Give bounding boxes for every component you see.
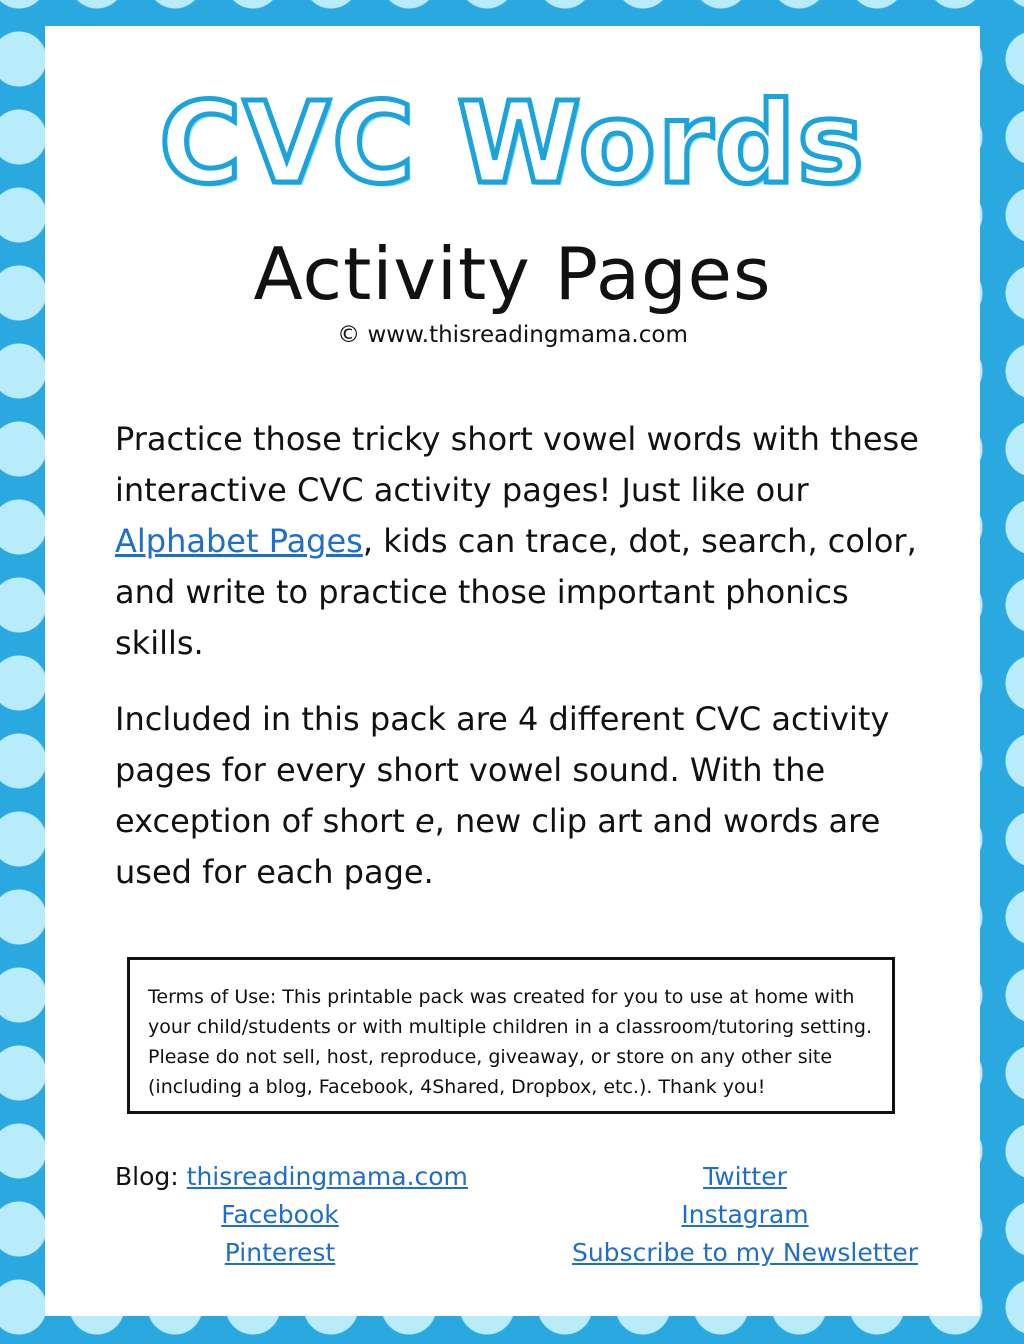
page-subtitle: Activity Pages <box>253 232 772 316</box>
short-vowel-letter: e <box>414 802 435 840</box>
newsletter-line <box>545 1234 945 1272</box>
footer-left-column <box>115 1158 475 1272</box>
twitter-link[interactable]: Twitter <box>703 1162 787 1191</box>
included-text-start: Included in this pack are 4 different CVC activity pages for every short vowel sound. With the exception of short <box>115 700 890 840</box>
twitter-line <box>545 1158 945 1196</box>
footer-right-column <box>545 1158 945 1272</box>
facebook-link[interactable]: Facebook <box>221 1200 339 1229</box>
document-page <box>45 26 980 1316</box>
page-title: CVC Words <box>159 79 866 209</box>
terms-of-use-text: Terms of Use: This printable pack was created for you to use at home with your child/students or with multiple children in a classroom/tutoring setting. Please do not sell, host, reproduce, giveaway, or store on any other site (including a blog, Facebook, 4Shared, Dropbox, etc.). Thank you! <box>148 986 873 1098</box>
blog-line <box>115 1158 475 1196</box>
intro-text-start: Practice those tricky short vowel words with these interactive CVC activity pages! Just like our <box>115 420 919 509</box>
newsletter-link[interactable]: Subscribe to my Newsletter <box>571 1238 919 1267</box>
copyright-notice: © www.thisreadingmama.com <box>337 322 688 348</box>
intro-paragraph <box>115 414 945 669</box>
blog-link[interactable]: thisreadingmama.com <box>186 1162 468 1191</box>
pinterest-link[interactable]: Pinterest <box>224 1238 336 1267</box>
terms-of-use-box <box>127 957 895 1114</box>
included-paragraph <box>115 694 945 898</box>
facebook-line <box>115 1196 445 1234</box>
blog-label: Blog: <box>115 1162 187 1191</box>
alphabet-pages-link[interactable]: Alphabet Pages <box>115 522 363 560</box>
pinterest-line <box>115 1234 445 1272</box>
included-text-end: , new clip art and words are used for each page. <box>115 802 881 891</box>
instagram-line <box>545 1196 945 1234</box>
instagram-link[interactable]: Instagram <box>681 1200 809 1229</box>
intro-text-end: , kids can trace, dot, search, color, and write to practice those important phonics skills. <box>115 522 917 662</box>
